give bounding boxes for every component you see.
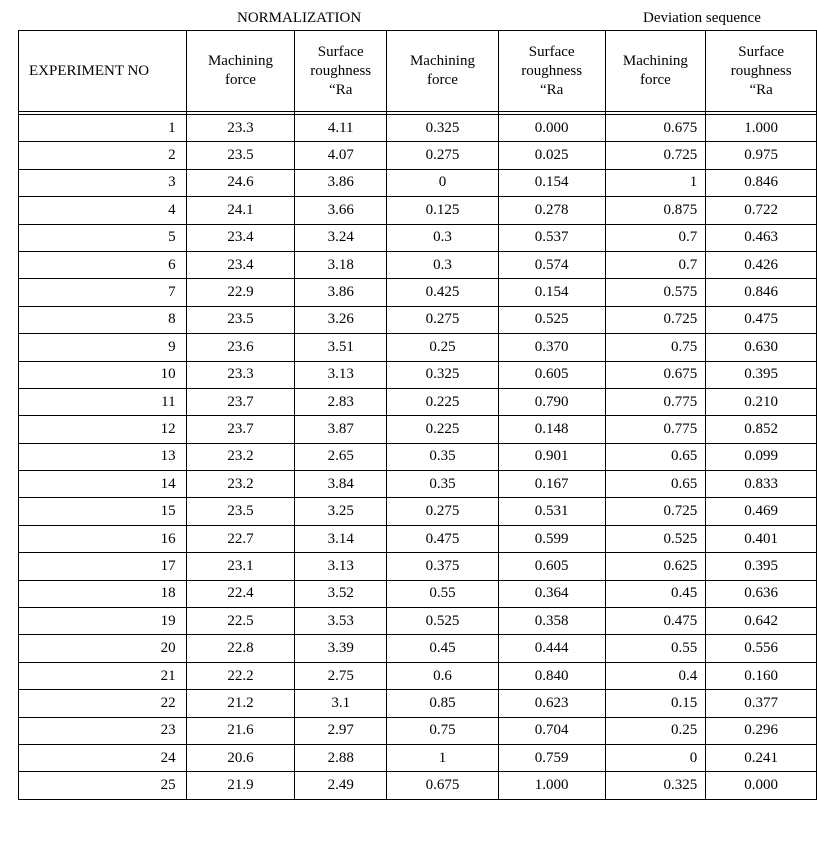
cell-deviation-machining-force: 0.7 (605, 251, 706, 278)
cell-normalized-machining-force: 0.3 (387, 251, 499, 278)
cell-machining-force: 23.4 (186, 224, 295, 251)
table-row (19, 690, 817, 717)
cell-normalized-machining-force: 0 (387, 169, 499, 196)
cell-deviation-machining-force: 1 (605, 169, 706, 196)
cell-surface-roughness: 3.18 (295, 251, 387, 278)
cell-surface-roughness: 3.66 (295, 197, 387, 224)
cell-deviation-surface-roughness: 0.210 (706, 388, 817, 415)
cell-experiment-no: 6 (19, 251, 187, 278)
table-row (19, 471, 817, 498)
table-row (19, 197, 817, 224)
cell-machining-force: 21.6 (186, 717, 295, 744)
cell-machining-force: 22.4 (186, 580, 295, 607)
header-line: Machining (622, 53, 688, 69)
cell-machining-force: 22.7 (186, 525, 295, 552)
cell-deviation-machining-force: 0.675 (605, 115, 706, 142)
cell-deviation-surface-roughness: 0.241 (706, 744, 817, 771)
cell-machining-force: 22.5 (186, 608, 295, 635)
cell-experiment-no: 13 (19, 443, 187, 470)
cell-experiment-no: 17 (19, 553, 187, 580)
table-row (19, 224, 817, 251)
cell-normalized-surface-roughness: 0.525 (498, 306, 605, 333)
cell-deviation-surface-roughness: 0.099 (706, 443, 817, 470)
cell-machining-force: 24.6 (186, 169, 295, 196)
cell-deviation-machining-force: 0.675 (605, 361, 706, 388)
cell-machining-force: 23.2 (186, 471, 295, 498)
cell-experiment-no: 7 (19, 279, 187, 306)
cell-experiment-no: 9 (19, 334, 187, 361)
cell-surface-roughness: 3.52 (295, 580, 387, 607)
cell-surface-roughness: 4.07 (295, 142, 387, 169)
cell-deviation-machining-force: 0.65 (605, 443, 706, 470)
table-row (19, 662, 817, 689)
cell-normalized-machining-force: 0.375 (387, 553, 499, 580)
table-row (19, 608, 817, 635)
cell-normalized-machining-force: 0.275 (387, 498, 499, 525)
cell-deviation-surface-roughness: 0.463 (706, 224, 817, 251)
cell-deviation-surface-roughness: 0.846 (706, 169, 817, 196)
table-row (19, 498, 817, 525)
cell-normalized-machining-force: 0.85 (387, 690, 499, 717)
cell-normalized-machining-force: 0.275 (387, 306, 499, 333)
cell-experiment-no: 11 (19, 388, 187, 415)
header-surface-roughness (295, 31, 387, 112)
cell-deviation-surface-roughness: 0.401 (706, 525, 817, 552)
cell-normalized-surface-roughness: 0.025 (498, 142, 605, 169)
cell-normalized-surface-roughness: 0.901 (498, 443, 605, 470)
cell-surface-roughness: 3.13 (295, 361, 387, 388)
cell-machining-force: 23.2 (186, 443, 295, 470)
cell-normalized-machining-force: 0.3 (387, 224, 499, 251)
table-row (19, 334, 817, 361)
cell-experiment-no: 8 (19, 306, 187, 333)
cell-machining-force: 22.9 (186, 279, 295, 306)
cell-normalized-surface-roughness: 1.000 (498, 772, 605, 799)
cell-normalized-machining-force: 0.125 (387, 197, 499, 224)
cell-normalized-surface-roughness: 0.840 (498, 662, 605, 689)
normalization-caption: NORMALIZATION (237, 10, 362, 26)
header-normalized-surface-roughness (498, 31, 605, 112)
header-line: roughness (730, 62, 792, 79)
table-row (19, 251, 817, 278)
cell-deviation-surface-roughness: 0.975 (706, 142, 817, 169)
cell-surface-roughness: 3.26 (295, 306, 387, 333)
table-row (19, 744, 817, 771)
cell-experiment-no: 15 (19, 498, 187, 525)
cell-normalized-machining-force: 0.55 (387, 580, 499, 607)
cell-deviation-surface-roughness: 0.160 (706, 662, 817, 689)
table-row (19, 525, 817, 552)
table-row (19, 115, 817, 142)
cell-normalized-surface-roughness: 0.704 (498, 717, 605, 744)
cell-deviation-surface-roughness: 0.475 (706, 306, 817, 333)
header-line: Surface (317, 43, 364, 60)
cell-surface-roughness: 3.84 (295, 471, 387, 498)
cell-machining-force: 23.5 (186, 498, 295, 525)
header-line: Surface (738, 43, 785, 60)
table-body (19, 115, 817, 800)
cell-machining-force: 23.1 (186, 553, 295, 580)
header-machining-force (186, 31, 295, 112)
cell-experiment-no: 19 (19, 608, 187, 635)
header-deviation-surface-roughness (706, 31, 817, 112)
cell-surface-roughness: 3.53 (295, 608, 387, 635)
cell-deviation-machining-force: 0 (605, 744, 706, 771)
cell-deviation-surface-roughness: 0.426 (706, 251, 817, 278)
table-row (19, 388, 817, 415)
cell-machining-force: 22.2 (186, 662, 295, 689)
cell-deviation-machining-force: 0.325 (605, 772, 706, 799)
table-row (19, 580, 817, 607)
header-line: force (639, 72, 671, 88)
cell-normalized-surface-roughness: 0.759 (498, 744, 605, 771)
cell-experiment-no: 4 (19, 197, 187, 224)
cell-normalized-surface-roughness: 0.370 (498, 334, 605, 361)
cell-surface-roughness: 2.83 (295, 388, 387, 415)
cell-experiment-no: 2 (19, 142, 187, 169)
cell-surface-roughness: 3.86 (295, 169, 387, 196)
cell-normalized-surface-roughness: 0.574 (498, 251, 605, 278)
cell-normalized-machining-force: 0.225 (387, 388, 499, 415)
cell-experiment-no: 18 (19, 580, 187, 607)
cell-normalized-machining-force: 0.25 (387, 334, 499, 361)
cell-normalized-surface-roughness: 0.167 (498, 471, 605, 498)
deviation-sequence-caption: Deviation sequence (643, 10, 761, 26)
cell-normalized-surface-roughness: 0.605 (498, 361, 605, 388)
cell-surface-roughness: 3.13 (295, 553, 387, 580)
cell-normalized-machining-force: 1 (387, 744, 499, 771)
cell-experiment-no: 20 (19, 635, 187, 662)
cell-machining-force: 23.3 (186, 115, 295, 142)
cell-normalized-surface-roughness: 0.531 (498, 498, 605, 525)
cell-surface-roughness: 3.24 (295, 224, 387, 251)
cell-normalized-machining-force: 0.675 (387, 772, 499, 799)
cell-normalized-surface-roughness: 0.148 (498, 416, 605, 443)
table-row (19, 443, 817, 470)
cell-deviation-machining-force: 0.475 (605, 608, 706, 635)
cell-deviation-surface-roughness: 1.000 (706, 115, 817, 142)
cell-deviation-surface-roughness: 0.846 (706, 279, 817, 306)
cell-surface-roughness: 3.1 (295, 690, 387, 717)
cell-machining-force: 21.2 (186, 690, 295, 717)
header-line: “Ra (540, 81, 564, 98)
cell-deviation-surface-roughness: 0.395 (706, 361, 817, 388)
cell-deviation-machining-force: 0.775 (605, 416, 706, 443)
cell-deviation-machining-force: 0.725 (605, 498, 706, 525)
cell-normalized-machining-force: 0.45 (387, 635, 499, 662)
cell-surface-roughness: 3.39 (295, 635, 387, 662)
table-row (19, 142, 817, 169)
header-line: “Ra (329, 81, 353, 98)
header-line: force (225, 72, 256, 88)
cell-experiment-no: 24 (19, 744, 187, 771)
results-table (18, 30, 817, 800)
cell-surface-roughness: 2.49 (295, 772, 387, 799)
cell-experiment-no: 22 (19, 690, 187, 717)
cell-deviation-machining-force: 0.4 (605, 662, 706, 689)
cell-deviation-machining-force: 0.725 (605, 306, 706, 333)
cell-normalized-machining-force: 0.525 (387, 608, 499, 635)
cell-machining-force: 23.7 (186, 388, 295, 415)
cell-normalized-surface-roughness: 0.605 (498, 553, 605, 580)
cell-normalized-machining-force: 0.225 (387, 416, 499, 443)
cell-surface-roughness: 4.11 (295, 115, 387, 142)
table-row (19, 772, 817, 799)
cell-normalized-surface-roughness: 0.623 (498, 690, 605, 717)
header-line: Machining (409, 53, 475, 69)
cell-experiment-no: 23 (19, 717, 187, 744)
cell-deviation-machining-force: 0.25 (605, 717, 706, 744)
cell-normalized-surface-roughness: 0.444 (498, 635, 605, 662)
cell-normalized-surface-roughness: 0.790 (498, 388, 605, 415)
cell-normalized-surface-roughness: 0.358 (498, 608, 605, 635)
table-row (19, 416, 817, 443)
cell-normalized-surface-roughness: 0.154 (498, 169, 605, 196)
cell-deviation-surface-roughness: 0.630 (706, 334, 817, 361)
cell-deviation-surface-roughness: 0.296 (706, 717, 817, 744)
cell-deviation-machining-force: 0.75 (605, 334, 706, 361)
cell-experiment-no: 12 (19, 416, 187, 443)
cell-normalized-machining-force: 0.6 (387, 662, 499, 689)
cell-normalized-machining-force: 0.475 (387, 525, 499, 552)
header-line: roughness (310, 62, 372, 79)
cell-deviation-surface-roughness: 0.377 (706, 690, 817, 717)
cell-experiment-no: 5 (19, 224, 187, 251)
cell-surface-roughness: 2.88 (295, 744, 387, 771)
cell-deviation-machining-force: 0.625 (605, 553, 706, 580)
cell-experiment-no: 3 (19, 169, 187, 196)
cell-machining-force: 23.5 (186, 306, 295, 333)
cell-experiment-no: 25 (19, 772, 187, 799)
cell-deviation-surface-roughness: 0.395 (706, 553, 817, 580)
cell-deviation-surface-roughness: 0.852 (706, 416, 817, 443)
cell-machining-force: 23.4 (186, 251, 295, 278)
cell-experiment-no: 21 (19, 662, 187, 689)
cell-normalized-machining-force: 0.275 (387, 142, 499, 169)
cell-deviation-surface-roughness: 0.833 (706, 471, 817, 498)
cell-deviation-machining-force: 0.525 (605, 525, 706, 552)
cell-surface-roughness: 2.75 (295, 662, 387, 689)
header-line: force (427, 72, 458, 88)
cell-deviation-machining-force: 0.725 (605, 142, 706, 169)
cell-surface-roughness: 3.86 (295, 279, 387, 306)
cell-machining-force: 21.9 (186, 772, 295, 799)
cell-normalized-surface-roughness: 0.537 (498, 224, 605, 251)
cell-normalized-surface-roughness: 0.000 (498, 115, 605, 142)
cell-surface-roughness: 3.14 (295, 525, 387, 552)
cell-normalized-machining-force: 0.75 (387, 717, 499, 744)
header-line: roughness (521, 62, 583, 79)
cell-deviation-surface-roughness: 0.636 (706, 580, 817, 607)
cell-experiment-no: 10 (19, 361, 187, 388)
header-line: Surface (528, 43, 575, 60)
table-row (19, 553, 817, 580)
cell-deviation-machining-force: 0.775 (605, 388, 706, 415)
cell-deviation-machining-force: 0.65 (605, 471, 706, 498)
cell-normalized-machining-force: 0.325 (387, 361, 499, 388)
cell-normalized-surface-roughness: 0.154 (498, 279, 605, 306)
cell-machining-force: 23.6 (186, 334, 295, 361)
cell-deviation-surface-roughness: 0.722 (706, 197, 817, 224)
header-line: Machining (207, 53, 273, 69)
table-header-row (19, 31, 817, 112)
table-row (19, 279, 817, 306)
cell-surface-roughness: 2.97 (295, 717, 387, 744)
cell-surface-roughness: 2.65 (295, 443, 387, 470)
cell-machining-force: 23.5 (186, 142, 295, 169)
cell-deviation-machining-force: 0.7 (605, 224, 706, 251)
cell-surface-roughness: 3.51 (295, 334, 387, 361)
table-row (19, 717, 817, 744)
cell-machining-force: 22.8 (186, 635, 295, 662)
table-row (19, 169, 817, 196)
header-line: “Ra (749, 81, 773, 98)
cell-machining-force: 24.1 (186, 197, 295, 224)
cell-deviation-machining-force: 0.15 (605, 690, 706, 717)
cell-normalized-surface-roughness: 0.599 (498, 525, 605, 552)
header-normalized-machining-force (387, 31, 499, 112)
cell-experiment-no: 14 (19, 471, 187, 498)
cell-machining-force: 23.7 (186, 416, 295, 443)
cell-deviation-machining-force: 0.45 (605, 580, 706, 607)
cell-normalized-machining-force: 0.425 (387, 279, 499, 306)
cell-machining-force: 23.3 (186, 361, 295, 388)
cell-deviation-surface-roughness: 0.642 (706, 608, 817, 635)
cell-normalized-surface-roughness: 0.364 (498, 580, 605, 607)
cell-machining-force: 20.6 (186, 744, 295, 771)
cell-normalized-machining-force: 0.35 (387, 471, 499, 498)
header-experiment-no: EXPERIMENT NO (19, 31, 187, 112)
cell-surface-roughness: 3.87 (295, 416, 387, 443)
cell-deviation-surface-roughness: 0.556 (706, 635, 817, 662)
table-row (19, 635, 817, 662)
cell-experiment-no: 16 (19, 525, 187, 552)
cell-deviation-machining-force: 0.55 (605, 635, 706, 662)
cell-experiment-no: 1 (19, 115, 187, 142)
cell-deviation-surface-roughness: 0.469 (706, 498, 817, 525)
cell-deviation-machining-force: 0.575 (605, 279, 706, 306)
header-deviation-machining-force (605, 31, 706, 112)
table-row (19, 361, 817, 388)
cell-normalized-surface-roughness: 0.278 (498, 197, 605, 224)
cell-normalized-machining-force: 0.35 (387, 443, 499, 470)
cell-normalized-machining-force: 0.325 (387, 115, 499, 142)
cell-deviation-surface-roughness: 0.000 (706, 772, 817, 799)
table-row (19, 306, 817, 333)
cell-surface-roughness: 3.25 (295, 498, 387, 525)
cell-deviation-machining-force: 0.875 (605, 197, 706, 224)
